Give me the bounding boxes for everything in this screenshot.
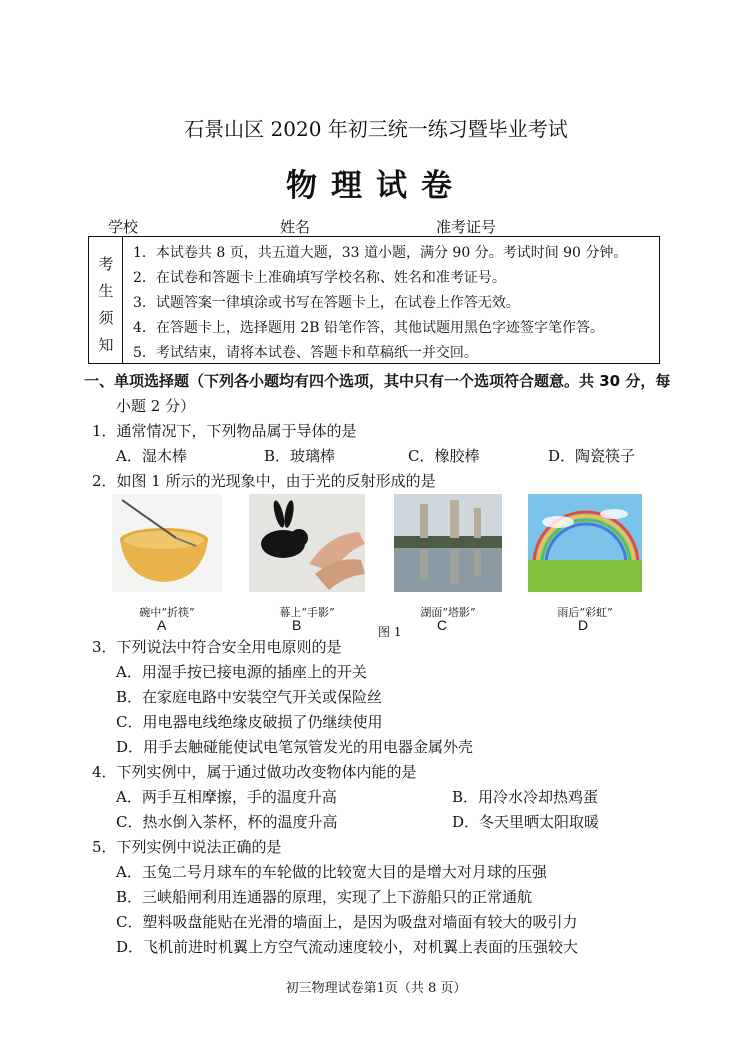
notice-item: 2．在试卷和答题卡上准确填写学校名称、姓名和准考证号。 [133, 270, 506, 286]
page-footer: 初三物理试卷第1页（共 8 页） [285, 981, 467, 996]
school-blank [138, 220, 280, 237]
tower-reflection-image [394, 494, 502, 592]
question-3-stem: 3．下列说法中符合安全用电原则的是 [92, 638, 342, 656]
rainbow-image [528, 494, 642, 592]
q1-option-a: A．湿木棒 [116, 447, 187, 465]
notice-heading-char: 知 [98, 336, 114, 354]
exam-title: 石景山区 2020 年初三统一练习暨毕业考试 [184, 117, 568, 141]
notice-item: 4．在答题卡上，选择题用 2B 铅笔作答，其他试题用黑色字迹签字笔作答。 [133, 320, 605, 336]
q1-option-d: D．陶瓷筷子 [548, 447, 636, 465]
q4-option-b: B．用冷水冷却热鸡蛋 [452, 788, 599, 806]
caption-d: 雨后“彩虹” [557, 606, 613, 619]
section-heading-text: 一、单项选择题（下列各小题均有四个选项，其中只有一个选项符合题意。共 30 分，每 [84, 372, 671, 390]
q5-option-c: C．塑料吸盘能贴在光滑的墙面上，是因为吸盘对墙面有较大的吸引力 [116, 913, 578, 931]
caption-c: 湖面“塔影” [420, 606, 476, 619]
q3-option-c: C．用电器电线绝缘皮破损了仍继续使用 [116, 713, 383, 731]
section-heading [84, 370, 670, 391]
caption-a: 碗中“折筷” [139, 606, 195, 619]
hand-shadow-image [249, 494, 365, 592]
photo-hand-shadow [249, 494, 365, 592]
q3-option-d: D．用手去触碰能使试电笔氖管发光的用电器金属外壳 [116, 738, 474, 756]
notice-heading [89, 237, 123, 363]
q5-option-b: B．三峡船闸利用连通器的原理，实现了上下游船只的正常通航 [116, 888, 533, 906]
notice-heading-char: 考 [98, 255, 114, 273]
question-1-stem: 1．通常情况下，下列物品属于导体的是 [92, 422, 357, 440]
exam-no-blank [496, 220, 642, 237]
name-blank [310, 220, 436, 237]
photo-bowl-chopstick [112, 494, 222, 592]
photo-tower-reflection [394, 494, 502, 592]
q1-option-c: C．橡胶棒 [408, 447, 480, 465]
subject-title: 物理试卷 [286, 168, 466, 204]
label-b: B [292, 617, 302, 633]
q4-option-c: C．热水倒入茶杯，杯的温度升高 [116, 813, 338, 831]
q4-option-a: A．两手互相摩擦，手的温度升高 [116, 788, 337, 806]
name-label: 姓名 [280, 218, 311, 236]
question-2-stem: 2．如图 1 所示的光现象中，由于光的反射形成的是 [92, 472, 436, 490]
notice-heading-char: 生 [98, 282, 114, 300]
q1-option-b: B．玻璃棒 [264, 447, 336, 465]
section-heading-cont: 小题 2 分） [116, 397, 196, 415]
q5-option-a: A．玉兔二号月球车的车轮做的比较宽大目的是增大对月球的压强 [116, 863, 547, 881]
q3-option-a: A．用湿手按已接电源的插座上的开关 [116, 663, 367, 681]
q3-option-b: B．在家庭电路中安装空气开关或保险丝 [116, 688, 383, 706]
notice-item: 1．本试卷共 8 页，共五道大题，33 道小题，满分 90 分。考试时间 90 分钟。 [133, 245, 628, 261]
question-5-stem: 5．下列实例中说法正确的是 [92, 838, 282, 856]
notice-item: 3．试题答案一律填涂或书写在答题卡上，在试卷上作答无效。 [133, 295, 520, 311]
candidate-notice-box [88, 236, 660, 364]
student-info-fields [108, 216, 642, 237]
q4-option-d: D．冬天里晒太阳取暖 [452, 813, 600, 831]
label-a: A [157, 617, 167, 633]
caption-b: 幕上“手影” [279, 606, 335, 619]
notice-item: 5．考试结束，请将本试卷、答题卡和草稿纸一并交回。 [133, 345, 478, 361]
notice-heading-char: 须 [98, 309, 114, 327]
figure-label: 图 1 [378, 625, 402, 639]
question-4-stem: 4．下列实例中，属于通过做功改变物体内能的是 [92, 763, 417, 781]
exam-no-label: 准考证号 [436, 218, 497, 236]
photo-rainbow [528, 494, 642, 592]
label-d: D [578, 617, 589, 633]
school-label: 学校 [108, 218, 139, 236]
bowl-image [112, 494, 222, 592]
q5-option-d: D．飞机前进时机翼上方空气流动速度较小，对机翼上表面的压强较大 [116, 938, 579, 956]
label-c: C [437, 617, 448, 633]
